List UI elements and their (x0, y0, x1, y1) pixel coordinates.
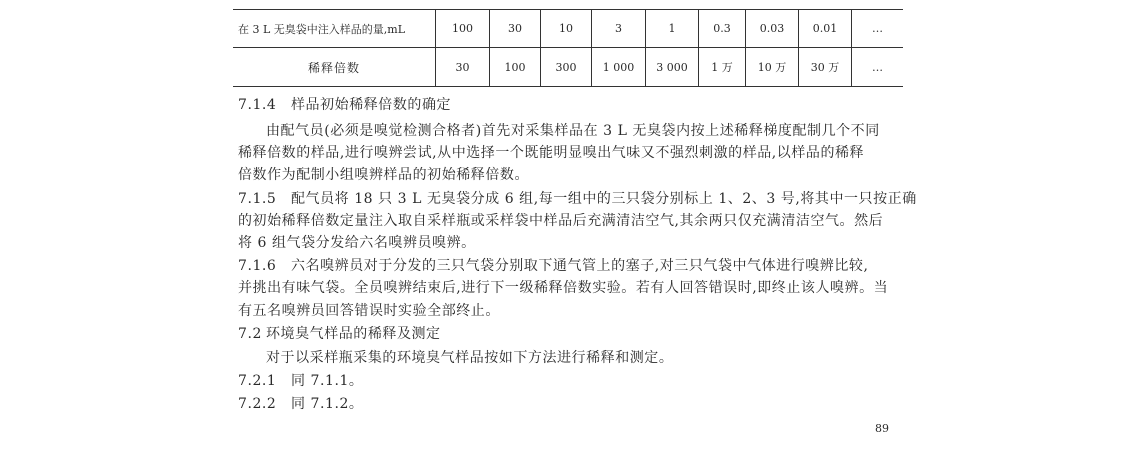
paragraph-line: 对于以采样瓶采集的环境臭气样品按如下方法进行稀释和测定。 (266, 350, 674, 366)
section-number: 7.1.6 (238, 258, 277, 274)
section-heading-7-2 (238, 323, 441, 343)
table-cell: 3 (592, 10, 646, 48)
section-number: 7.2.1 (238, 373, 277, 389)
section-number: 7.1.4 (238, 97, 277, 113)
table-row-label: 稀释倍数 (233, 48, 436, 87)
table-cell: 30 (436, 48, 490, 87)
paragraph-line: 的初始稀释倍数定量注入取自采样瓶或采样袋中样品后充满清洁空气,其余两只仅充满清洁空气。然后 (238, 213, 884, 229)
table-row (233, 10, 903, 48)
page-number: 89 (875, 422, 889, 435)
paragraph-line: 并挑出有味气袋。全员嗅辨结束后,进行下一级稀释倍数实验。若有人回答错误时,即终止该人嗅辨。当 (238, 280, 889, 296)
section-text: 同 7.1.2。 (291, 396, 364, 412)
table-row (233, 48, 903, 87)
section-title: 样品初始稀释倍数的确定 (291, 97, 452, 113)
paragraph-line: 有五名嗅辨员回答错误时实验全部终止。 (238, 303, 500, 319)
section-number: 7.2.2 (238, 396, 277, 412)
section-text: 六名嗅辨员对于分发的三只气袋分别取下通气管上的塞子,对三只气袋中气体进行嗅辨比较, (291, 258, 869, 274)
table-cell: 30 万 (799, 48, 852, 87)
table-cell: … (852, 48, 904, 87)
dilution-table (233, 9, 903, 87)
section-heading-7-1-6 (238, 255, 868, 275)
table-cell: 1 000 (592, 48, 646, 87)
table-cell: 100 (490, 48, 541, 87)
paragraph-line: 稀释倍数的样品,进行嗅辨尝试,从中选择一个既能明显嗅出气味又不强烈刺激的样品,以样品的稀释 (238, 145, 865, 161)
section-title: 环境臭气样品的稀释及测定 (266, 326, 441, 342)
table-cell: 0.01 (799, 10, 852, 48)
paragraph-line: 倍数作为配制小组嗅辨样品的初始稀释倍数。 (238, 167, 529, 183)
section-text: 配气员将 18 只 3 L 无臭袋分成 6 组,每一组中的三只袋分别标上 1、2、3 号,将其中一只按正确 (291, 191, 917, 207)
section-heading-7-2-2 (238, 393, 363, 413)
table-cell: 100 (436, 10, 490, 48)
table-cell: 0.3 (699, 10, 746, 48)
paragraph-line: 将 6 组气袋分发给六名嗅辨员嗅辨。 (238, 235, 476, 251)
section-heading-7-1-4 (238, 94, 451, 114)
table-cell: 30 (490, 10, 541, 48)
table-cell: 0.03 (746, 10, 799, 48)
section-heading-7-2-1 (238, 370, 363, 390)
table-cell: 10 (541, 10, 592, 48)
table-cell: 1 万 (699, 48, 746, 87)
table-cell: 3 000 (646, 48, 699, 87)
section-heading-7-1-5 (238, 188, 917, 208)
section-number: 7.2 (238, 326, 262, 342)
section-text: 同 7.1.1。 (291, 373, 364, 389)
table-cell: 10 万 (746, 48, 799, 87)
table-cell: … (852, 10, 904, 48)
table-row-label: 在 3 L 无臭袋中注入样品的量,mL (233, 10, 436, 48)
paragraph-line: 由配气员(必须是嗅觉检测合格者)首先对采集样品在 3 L 无臭袋内按上述稀释梯度配制几个不同 (266, 123, 880, 139)
section-number: 7.1.5 (238, 191, 277, 207)
table-cell: 1 (646, 10, 699, 48)
table-cell: 300 (541, 48, 592, 87)
